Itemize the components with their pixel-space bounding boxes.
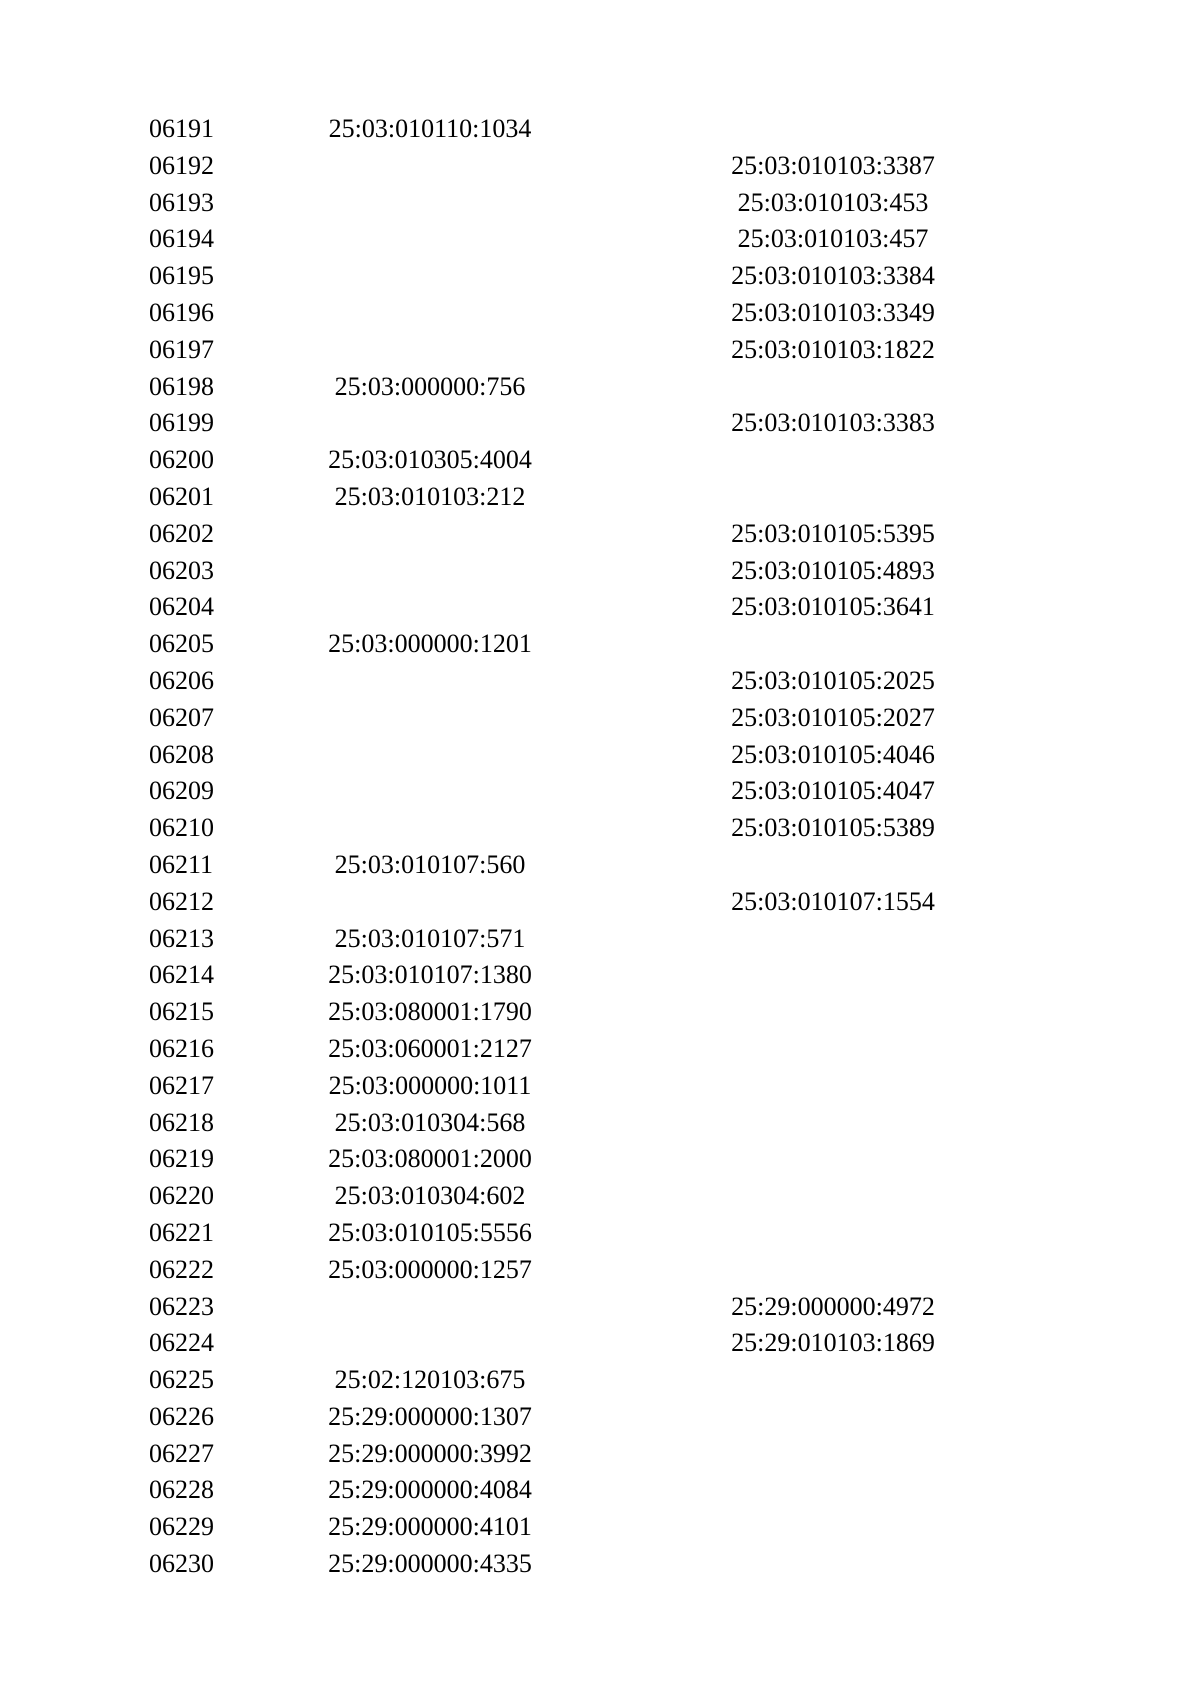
table-row bbox=[0, 1289, 1200, 1326]
table-row bbox=[0, 442, 1200, 479]
cadastral-number-a: 25:03:010107:560 bbox=[334, 849, 526, 879]
cadastral-number-a: 25:03:010305:4004 bbox=[328, 445, 532, 475]
table-row bbox=[0, 553, 1200, 590]
table-row bbox=[0, 516, 1200, 553]
table-row bbox=[0, 479, 1200, 516]
cadastral-number-a: 25:03:010103:212 bbox=[334, 481, 526, 511]
cadastral-number-b: 25:03:010107:1554 bbox=[731, 886, 935, 916]
row-number: 06207 bbox=[149, 702, 214, 732]
table-row bbox=[0, 1068, 1200, 1105]
table-row bbox=[0, 1362, 1200, 1399]
table-row bbox=[0, 1509, 1200, 1546]
cadastral-number-b: 25:29:010103:1869 bbox=[731, 1328, 935, 1358]
row-number: 06221 bbox=[149, 1217, 214, 1247]
table-row bbox=[0, 1436, 1200, 1473]
cadastral-number-b: 25:03:010103:457 bbox=[737, 224, 929, 254]
row-number: 06229 bbox=[149, 1512, 214, 1542]
row-number: 06222 bbox=[149, 1254, 214, 1284]
cadastral-number-b: 25:03:010105:4047 bbox=[731, 776, 935, 806]
table-row bbox=[0, 1546, 1200, 1583]
row-number: 06202 bbox=[149, 518, 214, 548]
cadastral-number-a: 25:03:010304:602 bbox=[334, 1181, 526, 1211]
row-number: 06219 bbox=[149, 1144, 214, 1174]
cadastral-number-a: 25:03:080001:2000 bbox=[328, 1144, 532, 1174]
cadastral-number-a: 25:03:000000:1201 bbox=[328, 629, 532, 659]
cadastral-number-b: 25:29:000000:4972 bbox=[731, 1291, 935, 1321]
row-number: 06204 bbox=[149, 592, 214, 622]
table-row bbox=[0, 737, 1200, 774]
row-number: 06230 bbox=[149, 1549, 214, 1579]
table-row bbox=[0, 185, 1200, 222]
cadastral-number-b: 25:03:010103:3349 bbox=[731, 297, 935, 327]
row-number: 06224 bbox=[149, 1328, 214, 1358]
row-number: 06223 bbox=[149, 1291, 214, 1321]
row-number: 06193 bbox=[149, 187, 214, 217]
cadastral-number-b: 25:03:010105:3641 bbox=[731, 592, 935, 622]
table-row bbox=[0, 1252, 1200, 1289]
cadastral-number-b: 25:03:010105:2025 bbox=[731, 665, 935, 695]
table-row bbox=[0, 847, 1200, 884]
table-row bbox=[0, 258, 1200, 295]
table-row bbox=[0, 1472, 1200, 1509]
row-number: 06216 bbox=[149, 1033, 214, 1063]
row-number: 06228 bbox=[149, 1475, 214, 1505]
cadastral-number-b: 25:03:010105:4046 bbox=[731, 739, 935, 769]
table-row bbox=[0, 884, 1200, 921]
row-number: 06200 bbox=[149, 445, 214, 475]
table-row bbox=[0, 1215, 1200, 1252]
cadastral-number-b: 25:03:010103:3384 bbox=[731, 261, 935, 291]
row-number: 06215 bbox=[149, 997, 214, 1027]
table-row bbox=[0, 810, 1200, 847]
table-row bbox=[0, 1325, 1200, 1362]
cadastral-number-b: 25:03:010105:2027 bbox=[731, 702, 935, 732]
row-number: 06208 bbox=[149, 739, 214, 769]
row-number: 06211 bbox=[149, 849, 214, 879]
table-row bbox=[0, 405, 1200, 442]
cadastral-number-b: 25:03:010103:453 bbox=[737, 187, 929, 217]
table-row bbox=[0, 994, 1200, 1031]
row-number: 06195 bbox=[149, 261, 214, 291]
table-row bbox=[0, 626, 1200, 663]
row-number: 06212 bbox=[149, 886, 214, 916]
row-number: 06191 bbox=[149, 114, 214, 143]
table-row bbox=[0, 589, 1200, 626]
row-number: 06213 bbox=[149, 923, 214, 953]
row-number: 06194 bbox=[149, 224, 214, 254]
row-number: 06209 bbox=[149, 776, 214, 806]
table-row bbox=[0, 332, 1200, 369]
row-number: 06225 bbox=[149, 1365, 214, 1395]
row-number: 06203 bbox=[149, 555, 214, 585]
row-number: 06214 bbox=[149, 960, 214, 990]
cadastral-number-a: 25:03:080001:1790 bbox=[328, 997, 532, 1027]
table-row bbox=[0, 957, 1200, 994]
row-number: 06199 bbox=[149, 408, 214, 438]
cadastral-number-a: 25:03:010107:571 bbox=[334, 923, 526, 953]
row-number: 06226 bbox=[149, 1401, 214, 1431]
cadastral-number-a: 25:03:010105:5556 bbox=[328, 1217, 532, 1247]
table-row bbox=[0, 111, 1200, 148]
cadastral-number-a: 25:29:000000:1307 bbox=[328, 1401, 532, 1431]
table-row bbox=[0, 921, 1200, 958]
row-number: 06198 bbox=[149, 371, 214, 401]
cadastral-number-b: 25:03:010105:5389 bbox=[731, 813, 935, 843]
row-number: 06201 bbox=[149, 481, 214, 511]
row-number: 06196 bbox=[149, 297, 214, 327]
cadastral-number-b: 25:03:010103:3387 bbox=[731, 150, 935, 180]
cadastral-number-b: 25:03:010103:3383 bbox=[731, 408, 935, 438]
cadastral-table bbox=[0, 111, 1200, 1583]
cadastral-number-a: 25:29:000000:4101 bbox=[328, 1512, 532, 1542]
row-number: 06197 bbox=[149, 334, 214, 364]
table-row bbox=[0, 221, 1200, 258]
table-row bbox=[0, 663, 1200, 700]
cadastral-number-b: 25:03:010105:4893 bbox=[731, 555, 935, 585]
row-number: 06218 bbox=[149, 1107, 214, 1137]
table-row bbox=[0, 773, 1200, 810]
row-number: 06205 bbox=[149, 629, 214, 659]
row-number: 06220 bbox=[149, 1181, 214, 1211]
table-row bbox=[0, 1399, 1200, 1436]
cadastral-number-b: 25:03:010105:5395 bbox=[731, 518, 935, 548]
table-row bbox=[0, 148, 1200, 185]
table-row bbox=[0, 369, 1200, 406]
row-number: 06210 bbox=[149, 813, 214, 843]
table-row bbox=[0, 700, 1200, 737]
cadastral-number-a: 25:03:000000:1011 bbox=[328, 1070, 532, 1100]
table-row bbox=[0, 1105, 1200, 1142]
table-row bbox=[0, 1031, 1200, 1068]
cadastral-number-a: 25:03:010304:568 bbox=[334, 1107, 526, 1137]
cadastral-number-a: 25:29:000000:3992 bbox=[328, 1438, 532, 1468]
cadastral-number-b: 25:03:010103:1822 bbox=[731, 334, 935, 364]
cadastral-number-a: 25:29:000000:4084 bbox=[328, 1475, 532, 1505]
cadastral-number-a: 25:03:010110:1034 bbox=[328, 114, 532, 143]
cadastral-number-a: 25:03:000000:756 bbox=[334, 371, 526, 401]
row-number: 06217 bbox=[149, 1070, 214, 1100]
table-row bbox=[0, 295, 1200, 332]
table-row bbox=[0, 1178, 1200, 1215]
cadastral-number-a: 25:03:000000:1257 bbox=[328, 1254, 532, 1284]
row-number: 06227 bbox=[149, 1438, 214, 1468]
cadastral-number-a: 25:02:120103:675 bbox=[334, 1365, 526, 1395]
row-number: 06192 bbox=[149, 150, 214, 180]
table-row bbox=[0, 1141, 1200, 1178]
cadastral-number-a: 25:29:000000:4335 bbox=[328, 1549, 532, 1579]
row-number: 06206 bbox=[149, 665, 214, 695]
cadastral-number-a: 25:03:060001:2127 bbox=[328, 1033, 532, 1063]
cadastral-number-a: 25:03:010107:1380 bbox=[328, 960, 532, 990]
